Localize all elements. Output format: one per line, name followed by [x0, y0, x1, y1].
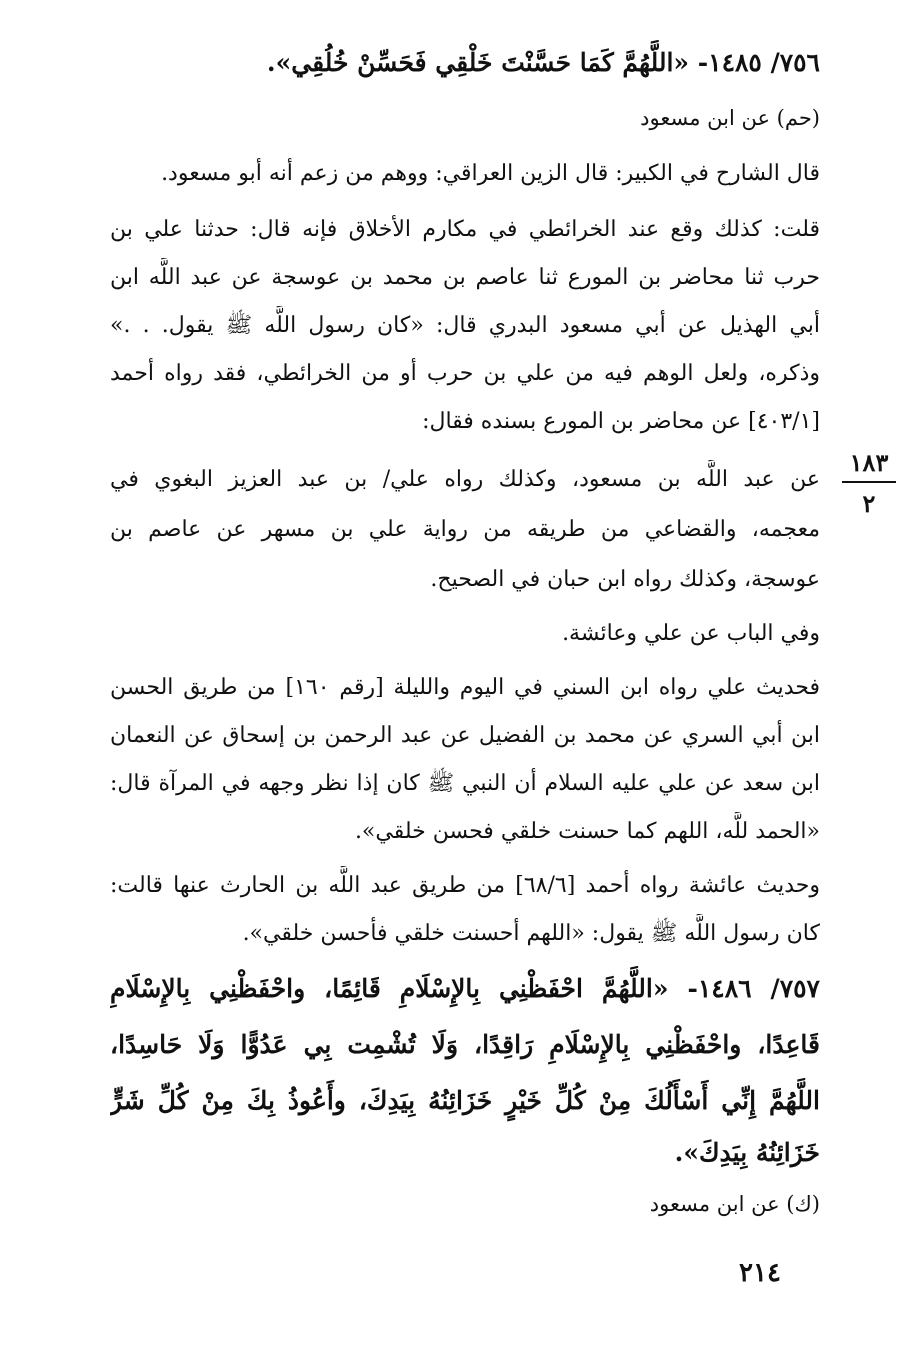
commentary-line: عوسجة، وكذلك رواه ابن حبان في الصحيح. — [430, 567, 820, 592]
commentary-line: [٤٠٣/١] عن محاضر بن المورع بسنده فقال: — [422, 409, 820, 434]
commentary-line: وحديث عائشة رواه أحمد [٦٨/٦] من طريق عبد اللَّه بن الحارث عنها قالت: — [110, 873, 820, 898]
hadith-1485-text: ٧٥٦/ ١٤٨٥- «اللَّهُمَّ كَمَا حَسَّنْتَ خَلْقِي فَحَسِّنْ خُلُقِي». — [266, 48, 820, 77]
commentary-line: عن عبد اللَّه بن مسعود، وكذلك رواه علي/ بن عبد العزيز البغوي في — [110, 467, 820, 492]
margin-reference-number: ١٨٣ — [849, 448, 889, 477]
margin-reference-part: ٢ — [862, 489, 876, 518]
commentary-line: كان رسول اللَّه ﷺ يقول: «اللهم أحسنت خلقي فأحسن خلقي». — [242, 921, 820, 946]
commentary-line: ابن سعد عن علي عليه السلام أن النبي ﷺ كان إذا نظر وجهه في المرآة قال: — [110, 771, 820, 796]
page-number: ٢١٤ — [739, 1258, 781, 1288]
commentary-line: وذكره، ولعل الوهم فيه من علي بن حرب أو من الخرائطي، فقد رواه أحمد — [110, 361, 820, 386]
commentary-line: قال الشارح في الكبير: قال الزين العراقي: ووهم من زعم أنه أبو مسعود. — [161, 161, 820, 186]
commentary-line: وفي الباب عن علي وعائشة. — [562, 621, 820, 646]
hadith-1486-line: ٧٥٧/ ١٤٨٦- «اللَّهُمَّ احْفَظْنِي بِالإِسْلَامِ قَائِمًا، واحْفَظْنِي بِالإِسْلَامِ — [110, 974, 820, 1003]
commentary-line: قلت: كذلك وقع عند الخرائطي في مكارم الأخلاق فإنه قال: حدثنا علي بن — [110, 217, 820, 242]
commentary-line: أبي الهذيل عن أبي مسعود البدري قال: «كان رسول اللَّه ﷺ يقول. . .» — [110, 313, 820, 338]
commentary-line: حرب ثنا محاضر بن المورع ثنا عاصم بن محمد بن عوسجة عن عبد اللَّه ابن — [110, 265, 820, 290]
margin-reference — [838, 448, 900, 518]
commentary-line: ابن أبي السري عن محمد بن الفضيل عن عبد الرحمن بن إسحاق عن النعمان — [110, 723, 820, 748]
hadith-1486-line: خَزَائِنُهُ بِيَدِكَ». — [674, 1138, 820, 1167]
hadith-1486-source: (ك) عن ابن مسعود — [649, 1192, 820, 1216]
hadith-1485-source: (حم) عن ابن مسعود — [640, 106, 820, 130]
hadith-1486-line: اللَّهُمَّ إِنِّي أَسْأَلُكَ مِنْ كُلِّ خَيْرٍ خَزَائِنُهُ بِيَدِكَ، وأَعُوذُ بِكَ مِنْ كُلِّ شَرٍّ — [110, 1086, 820, 1115]
hadith-1486-line: قَاعِدًا، واحْفَظْنِي بِالإِسْلَامِ رَاقِدًا، وَلَا تُشْمِت بِي عَدُوًّا وَلَا حَاسِدًا، — [110, 1030, 820, 1059]
commentary-line: فحديث علي رواه ابن السني في اليوم والليلة [رقم ١٦٠] من طريق الحسن — [110, 675, 820, 700]
commentary-line: «الحمد للَّه، اللهم كما حسنت خلقي فحسن خلقي». — [354, 819, 820, 844]
commentary-line: معجمه، والقضاعي من طريقه من رواية علي بن مسهر عن عاصم بن — [110, 517, 820, 542]
margin-reference-divider — [842, 481, 896, 483]
